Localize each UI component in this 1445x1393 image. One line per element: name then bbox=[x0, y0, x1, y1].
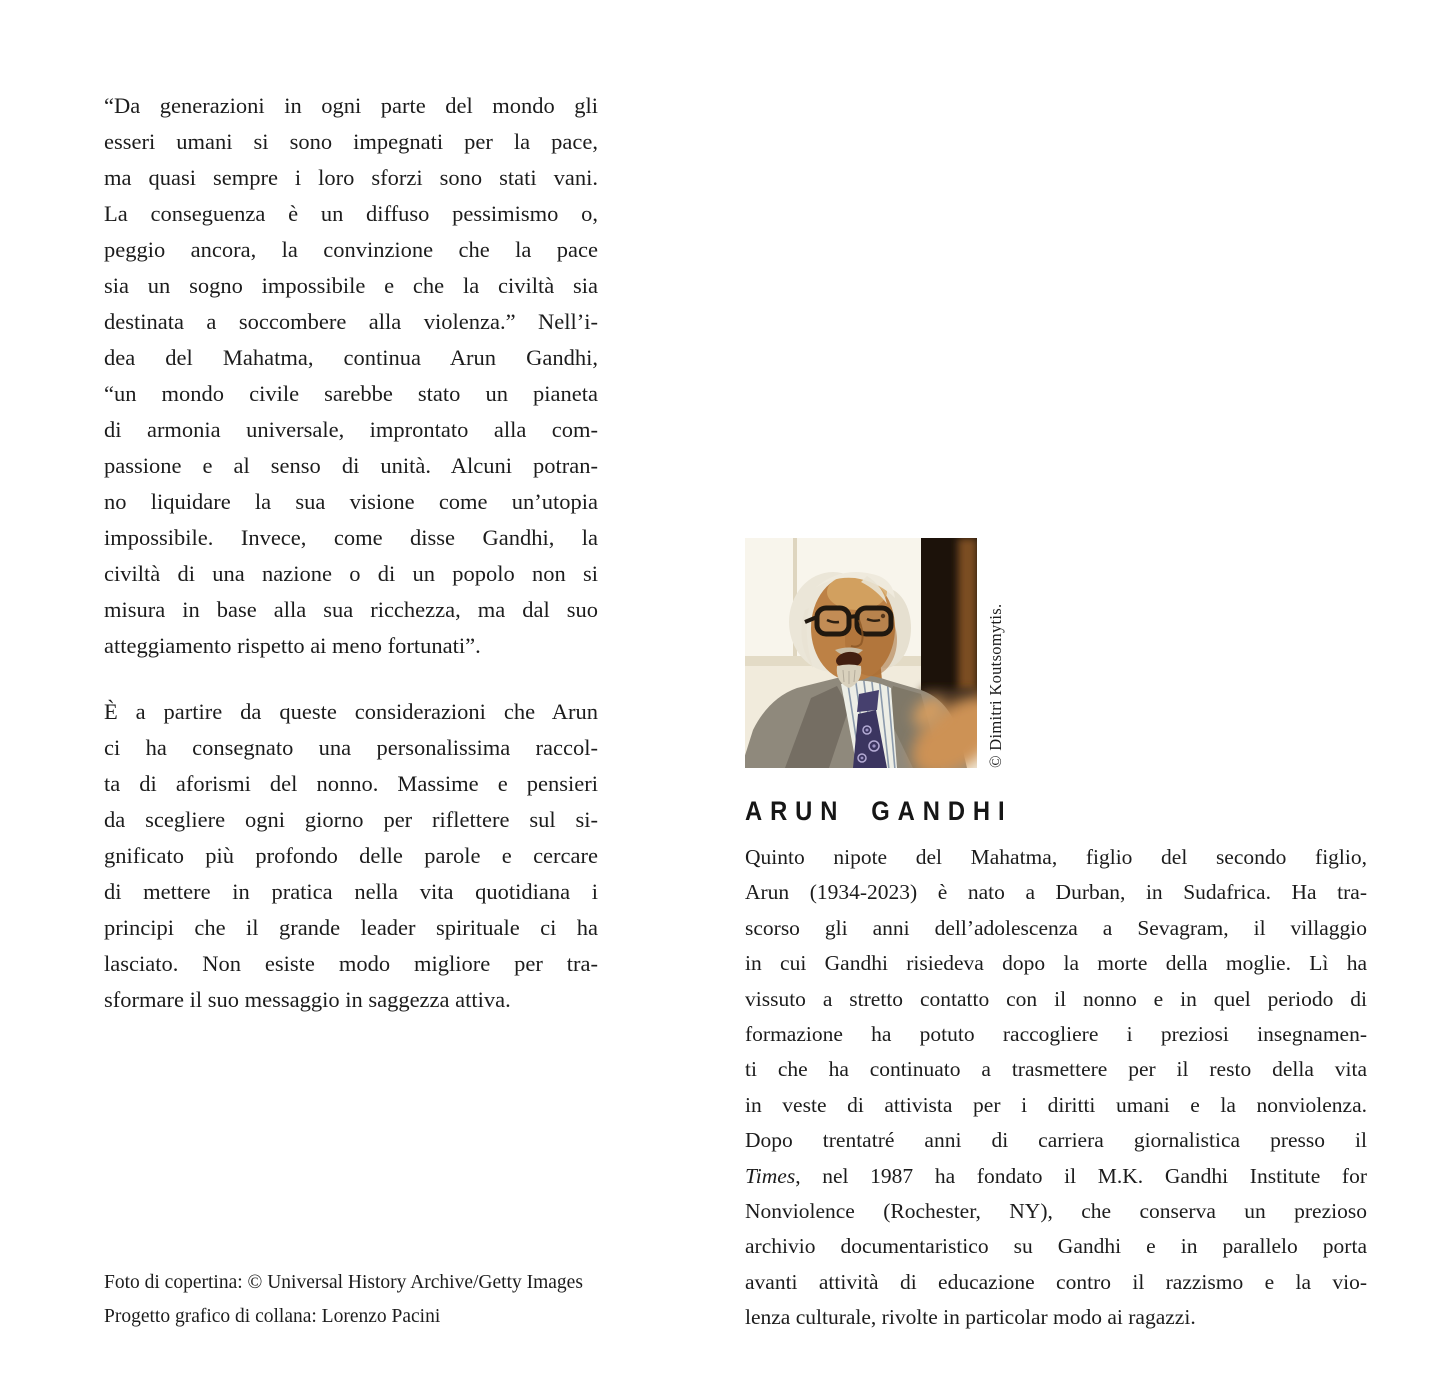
text-line: dea del Mahatma, continua Arun Gandhi, bbox=[104, 345, 598, 370]
text-line: È a partire da queste considerazioni che Arun bbox=[104, 699, 598, 724]
bio-line: lenza culturale, rivolte in particolar modo ai ragazzi. bbox=[745, 1305, 1196, 1330]
text-line: di armonia universale, improntato alla com- bbox=[104, 417, 598, 442]
bio-line: Arun (1934-2023) è nato a Durban, in Sudafrica. Ha tra- bbox=[745, 880, 1367, 905]
bio-line: vissuto a stretto contatto con il nonno e in quel periodo di bbox=[745, 986, 1367, 1011]
text-line: ta di aforismi del nonno. Massime e pensieri bbox=[104, 771, 598, 796]
text-line: gnificato più profondo delle parole e cercare bbox=[104, 843, 598, 868]
bio-line: formazione ha potuto raccogliere i preziosi insegnamen- bbox=[745, 1022, 1367, 1047]
intro-paragraph-quote bbox=[104, 88, 598, 664]
credit-line: Foto di copertina: © Universal History Archive/Getty Images bbox=[104, 1272, 583, 1293]
text-line: peggio ancora, la convinzione che la pace bbox=[104, 237, 598, 262]
text-line: no liquidare la sua visione come un’utopia bbox=[104, 489, 598, 514]
text-line: ci ha consegnato una personalissima raccol- bbox=[104, 735, 598, 760]
text-line: misura in base alla sua ricchezza, ma dal suo bbox=[104, 597, 598, 622]
text-line: civiltà di una nazione o di un popolo non si bbox=[104, 561, 598, 586]
text-line: da scegliere ogni giorno per riflettere sul si- bbox=[104, 807, 598, 832]
text-line: destinata a soccombere alla violenza.” Nell’i- bbox=[104, 309, 598, 334]
bio-line: in cui Gandhi risiedeva dopo la morte della moglie. Lì ha bbox=[745, 951, 1367, 976]
text-line: “Da generazioni in ogni parte del mondo gli bbox=[104, 93, 598, 118]
bio-line: ti che ha continuato a trasmettere per il resto della vita bbox=[745, 1057, 1367, 1082]
colophon-credits bbox=[104, 1266, 704, 1334]
text-line: principi che il grande leader spirituale ci ha bbox=[104, 915, 598, 940]
left-text-column bbox=[104, 88, 598, 1018]
bio-line: scorso gli anni dell’adolescenza a Sevagram, il villaggio bbox=[745, 915, 1367, 940]
bio-line: Nonviolence (Rochester, NY), che conserva un prezioso bbox=[745, 1199, 1367, 1224]
text-line: La conseguenza è un diffuso pessimismo o, bbox=[104, 201, 598, 226]
bio-line: avanti attività di educazione contro il razzismo e la vio- bbox=[745, 1269, 1367, 1294]
text-line: di mettere in pratica nella vita quotidiana i bbox=[104, 879, 598, 904]
bio-line: in veste di attivista per i diritti umani e la nonviolenza. bbox=[745, 1092, 1367, 1117]
text-line: passione e al senso di unità. Alcuni potran- bbox=[104, 453, 598, 478]
text-line: sformare il suo messaggio in saggezza attiva. bbox=[104, 987, 511, 1012]
text-line: “un mondo civile sarebbe stato un pianeta bbox=[104, 381, 598, 406]
text-line: esseri umani si sono impegnati per la pace, bbox=[104, 129, 598, 154]
bio-line: archivio documentaristico su Gandhi e in parallelo porta bbox=[745, 1234, 1367, 1259]
author-bio bbox=[745, 840, 1367, 1336]
bio-line: Dopo trentatré anni di carriera giornalistica presso il bbox=[745, 1128, 1367, 1153]
photo-credit-text: © Dimitri Koutsomytis. bbox=[986, 603, 1005, 768]
intro-paragraph-aphorisms bbox=[104, 694, 598, 1018]
author-name-heading: ARUN GANDHI bbox=[745, 796, 1013, 826]
text-line: impossibile. Invece, come disse Gandhi, la bbox=[104, 525, 598, 550]
bio-line: Quinto nipote del Mahatma, figlio del secondo figlio, bbox=[745, 845, 1367, 869]
text-line: sia un sogno impossibile e che la civiltà sia bbox=[104, 273, 598, 298]
bio-line: Times, nel 1987 ha fondato il M.K. Gandhi Institute for bbox=[745, 1163, 1367, 1188]
text-line: lasciato. Non esiste modo migliore per tra- bbox=[104, 951, 598, 976]
text-line: ma quasi sempre i loro sforzi sono stati vani. bbox=[104, 165, 598, 190]
text-line: atteggiamento rispetto ai meno fortunati”. bbox=[104, 633, 481, 658]
credit-line: Progetto grafico di collana: Lorenzo Pacini bbox=[104, 1306, 441, 1327]
arun-gandhi-portrait-illustration bbox=[745, 538, 977, 768]
author-photo bbox=[745, 538, 977, 768]
